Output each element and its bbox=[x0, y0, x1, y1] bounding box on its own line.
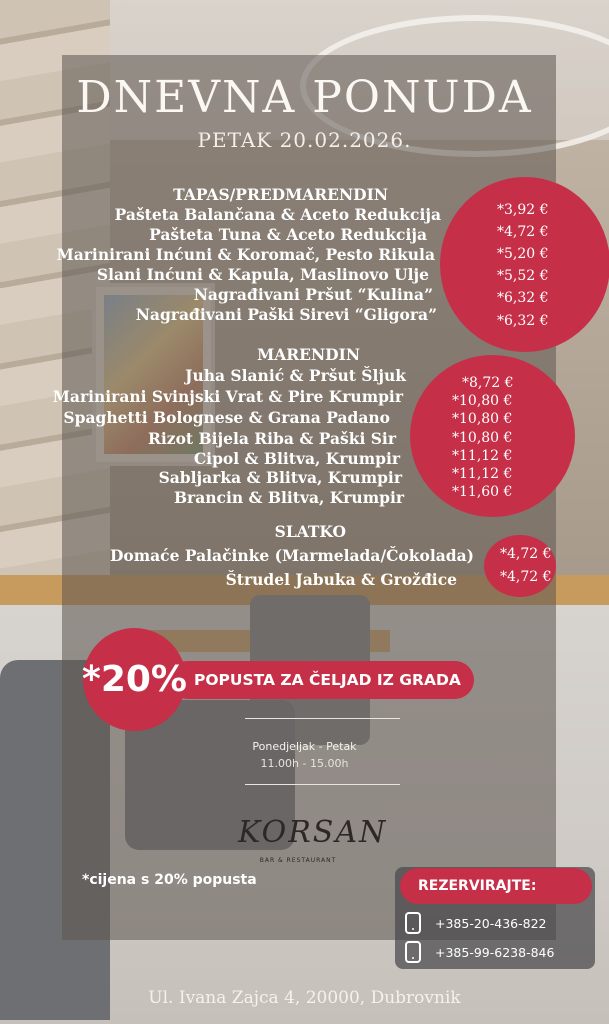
menu-item-name: Marinirani Inćuni & Koromač, Pesto Rikula bbox=[56, 245, 435, 264]
menu-item-price: *11,12 € bbox=[452, 448, 513, 464]
menu-item-price: *11,12 € bbox=[452, 466, 513, 482]
opening-days: Ponedjeljak - Petak bbox=[252, 740, 357, 753]
address: Ul. Ivana Zajca 4, 20000, Dubrovnik bbox=[148, 988, 461, 1008]
menu-item-price: *4,72 € bbox=[500, 569, 552, 585]
section-heading-tapas: TAPAS/PREDMARENDIN bbox=[173, 185, 388, 204]
date-subtitle: PETAK 20.02.2026. bbox=[197, 128, 412, 152]
opening-hours: 11.00h - 15.00h bbox=[260, 757, 349, 770]
reservation-heading: REZERVIRAJTE: bbox=[400, 868, 592, 904]
menu-item-name: Nagrađivani Paški Sirevi “Gligora” bbox=[135, 305, 437, 324]
menu-item-name: Juha Slanić & Pršut Šljuk bbox=[185, 366, 406, 385]
menu-item-price: *11,60 € bbox=[452, 484, 513, 500]
menu-item-name: Pašteta Tuna & Aceto Redukcija bbox=[149, 225, 427, 244]
menu-item-price: *10,80 € bbox=[452, 411, 513, 427]
phone-number: +385-20-436-822 bbox=[435, 915, 547, 931]
menu-item-price: *5,52 € bbox=[497, 268, 549, 284]
menu-item-name: Rizot Bijela Riba & Paški Sir bbox=[148, 429, 396, 448]
menu-item-name: Slani Inćuni & Kapula, Maslinovo Ulje bbox=[96, 265, 429, 284]
menu-item-price: *4,72 € bbox=[500, 546, 552, 562]
menu-item-price: *6,32 € bbox=[497, 290, 549, 306]
menu-item-price: *10,80 € bbox=[452, 430, 513, 446]
menu-item-name: Nagrađivani Pršut “Kulina” bbox=[193, 285, 433, 304]
menu-item-price: *5,20 € bbox=[497, 246, 549, 262]
menu-item-name: Štrudel Jabuka & Grožđice bbox=[225, 570, 457, 589]
discount-banner: POPUSTA ZA ČELJAD IZ GRADA bbox=[168, 661, 474, 699]
page-title: DNEVNA PONUDA bbox=[76, 72, 533, 123]
phone-icon bbox=[405, 941, 421, 963]
menu-item-name: Pašteta Balančana & Aceto Redukcija bbox=[114, 205, 441, 224]
divider bbox=[245, 784, 400, 785]
menu-item-name: Sabljarka & Blitva, Krumpir bbox=[158, 468, 402, 487]
phone-link[interactable] bbox=[399, 911, 595, 935]
section-heading-marendin: MARENDIN bbox=[257, 345, 360, 364]
menu-item-price: *3,92 € bbox=[497, 202, 549, 218]
discount-badge: *20% bbox=[83, 628, 186, 731]
section-heading-slatko: SLATKO bbox=[274, 522, 346, 541]
phone-link[interactable] bbox=[399, 940, 595, 964]
menu-item-name: Domaće Palačinke (Marmelada/Čokolada) bbox=[109, 546, 474, 565]
menu-item-name: Marinirani Svinjski Vrat & Pire Krumpir bbox=[52, 387, 403, 406]
menu-item-price: *4,72 € bbox=[497, 224, 549, 240]
phone-number: +385-99-6238-846 bbox=[435, 944, 555, 960]
divider bbox=[245, 718, 400, 719]
menu-item-price: *10,80 € bbox=[452, 393, 513, 409]
phone-icon bbox=[405, 912, 421, 934]
menu-item-name: Cipol & Blitva, Krumpir bbox=[193, 449, 400, 468]
price-circle-slatko bbox=[484, 535, 556, 597]
menu-item-price: *8,72 € bbox=[462, 375, 514, 391]
menu-item-name: Spaghetti Bolognese & Grana Padano bbox=[63, 408, 390, 427]
menu-item-price: *6,32 € bbox=[497, 313, 549, 329]
menu-item-name: Brancin & Blitva, Krumpir bbox=[173, 488, 404, 507]
logo-wordmark: KORSAN bbox=[238, 815, 388, 850]
logo-tagline: BAR & RESTAURANT bbox=[259, 857, 337, 864]
price-note: *cijena s 20% popusta bbox=[82, 872, 257, 888]
restaurant-logo bbox=[238, 815, 388, 871]
